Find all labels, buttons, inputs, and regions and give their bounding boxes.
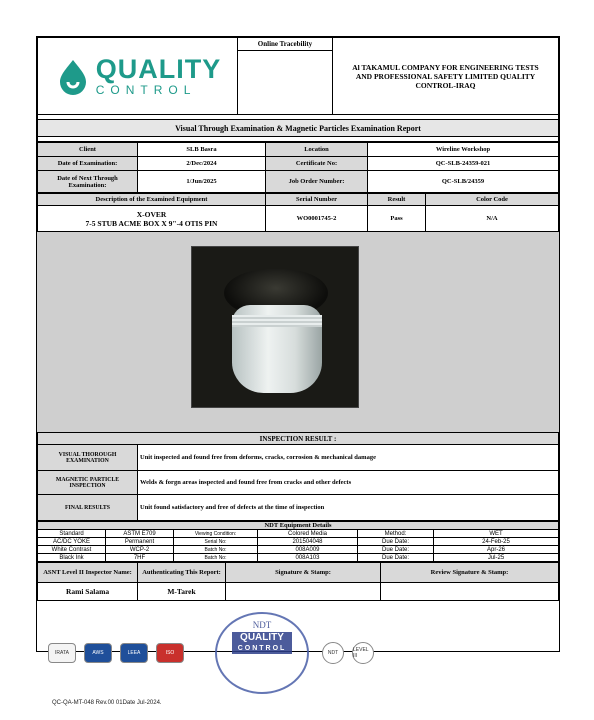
ndt-cell: Batch No: (174, 546, 258, 554)
equipment-photo (191, 246, 359, 408)
ndt-cell: Viewing Condition: (174, 530, 258, 538)
stamp-ndt-text: NDT (252, 620, 272, 630)
ndt-row (38, 538, 559, 546)
mpi-label: MAGNETIC PARTICLE INSPECTION (38, 471, 138, 495)
inspection-title: INSPECTION RESULT : (38, 433, 559, 445)
logo-word: QUALITY (95, 53, 222, 84)
mpi-text: Welds & forgn areas inspected and found free from cracks and other defects (138, 471, 559, 495)
visual-exam-label: VISUAL THOROUGH EXAMINATION (38, 445, 138, 471)
job-order-label: Job Order Number: (266, 171, 368, 193)
ndt-cell: Batch No: (174, 554, 258, 562)
final-results-text: Unit found satisfactory and free of defects at the time of inspection (138, 495, 559, 521)
final-results-label: FINAL RESULTS (38, 495, 138, 521)
exam-date-value: 2/Dec/2024 (138, 157, 266, 171)
traceability-label: Online Tracebility (238, 38, 333, 51)
asnt-label: ASNT Level II Inspector Name: (38, 563, 138, 583)
ndt-row (38, 546, 559, 554)
color-code-header: Color Code (426, 194, 559, 206)
ndt-row (38, 530, 559, 538)
next-exam-label: Date of Next Through Examination: (38, 171, 138, 193)
ndt-cell: WCP-2 (106, 546, 174, 554)
ndt-cell: 008A009 (258, 546, 358, 554)
ndt-cell: ASTM E709 (106, 530, 174, 538)
pin-image (232, 305, 322, 393)
review-cell (381, 583, 559, 601)
ndt-seal-icon: NDT (322, 642, 344, 664)
review-label: Review Signature & Stamp: (381, 563, 559, 583)
signature-cell (226, 583, 381, 601)
accreditation-logos (48, 642, 374, 664)
ndt-cell: Standard (38, 530, 106, 538)
report-sheet (36, 36, 560, 652)
report-title: Visual Through Examination & Magnetic Particles Examination Report (38, 120, 559, 137)
aws-logo-icon: AWS (84, 643, 112, 663)
ndt-cell: Method: (358, 530, 434, 538)
ndt-cell: 008A103 (258, 554, 358, 562)
ndt-equipment-table (37, 521, 559, 562)
ndt-cell: Apr-26 (434, 546, 559, 554)
exam-date-label: Date of Examination: (38, 157, 138, 171)
client-value: SLB Basra (138, 143, 266, 157)
quality-drop-icon (54, 57, 92, 95)
next-exam-value: 1/Jun/2025 (138, 171, 266, 193)
iso-logo-icon: ISO (156, 643, 184, 663)
location-label: Location (266, 143, 368, 157)
auth-name: M-Tarek (138, 583, 226, 601)
ndt-cell: Due Date: (358, 538, 434, 546)
client-info-table (37, 142, 559, 193)
title-spacer (38, 137, 559, 142)
traceability-qr-area (238, 51, 333, 115)
logo-sub: CONTROL (95, 82, 197, 97)
ndt-cell: 24-Feb-25 (434, 538, 559, 546)
ndt-cell: Serial No: (174, 538, 258, 546)
irata-logo-icon: IRATA (48, 643, 76, 663)
ndt-cell: Colored Media (258, 530, 358, 538)
equipment-photo-area (37, 232, 559, 432)
leea-logo-icon: LEEA (120, 643, 148, 663)
ndt-cell: Permanent (106, 538, 174, 546)
client-label: Client (38, 143, 138, 157)
visual-exam-text: Unit inspected and found free from deforms, cracks, corrosion & mechanical damage (138, 445, 559, 471)
job-order-value: QC-SLB/24359 (368, 171, 559, 193)
level-seal-icon: LEVEL III (352, 642, 374, 664)
ndt-cell: AC/DC YOKE (38, 538, 106, 546)
ndt-cell: 7HF (106, 554, 174, 562)
ndt-cell: Black Ink (38, 554, 106, 562)
document-reference: QC-QA-MT-048 Rev.00 01Date Jul-2024. (52, 700, 162, 706)
ndt-cell: WET (434, 530, 559, 538)
result-header: Result (368, 194, 426, 206)
company-name: Al TAKAMUL COMPANY FOR ENGINEERING TESTS AND PROFESSIONAL SAFETY LIMITED QUALITY CONTROL-IRAQ (333, 38, 559, 115)
equipment-desc-header: Description of the Examined Equipment (38, 194, 266, 206)
ndt-title: NDT Equipment Details (38, 522, 559, 530)
result-value: Pass (368, 206, 426, 232)
serial-value: WO0001745-2 (266, 206, 368, 232)
color-code-value: N/A (426, 206, 559, 232)
stamp-logo-box: QUALITY CONTROL (232, 632, 292, 654)
ndt-row (38, 554, 559, 562)
ndt-cell: 201504048 (258, 538, 358, 546)
header-table (37, 37, 559, 142)
equipment-description: X-OVER 7-5 STUB ACME BOX X 9"-4 OTIS PIN (38, 206, 266, 232)
company-logo (38, 38, 238, 115)
auth-label: Authenticating This Report: (138, 563, 226, 583)
location-value: Wireline Workshop (368, 143, 559, 157)
ndt-cell: Due Date: (358, 546, 434, 554)
inspector-name: Rami Salama (38, 583, 138, 601)
sig-stamp-label: Signature & Stamp: (226, 563, 381, 583)
inspection-table (37, 432, 559, 521)
serial-header: Serial Number (266, 194, 368, 206)
equipment-table (37, 193, 559, 232)
ndt-cell: Jul-25 (434, 554, 559, 562)
certificate-label: Certificate No: (266, 157, 368, 171)
ndt-cell: Due Date: (358, 554, 434, 562)
ndt-cell: White Contrast (38, 546, 106, 554)
certificate-value: QC-SLB-24359-021 (368, 157, 559, 171)
